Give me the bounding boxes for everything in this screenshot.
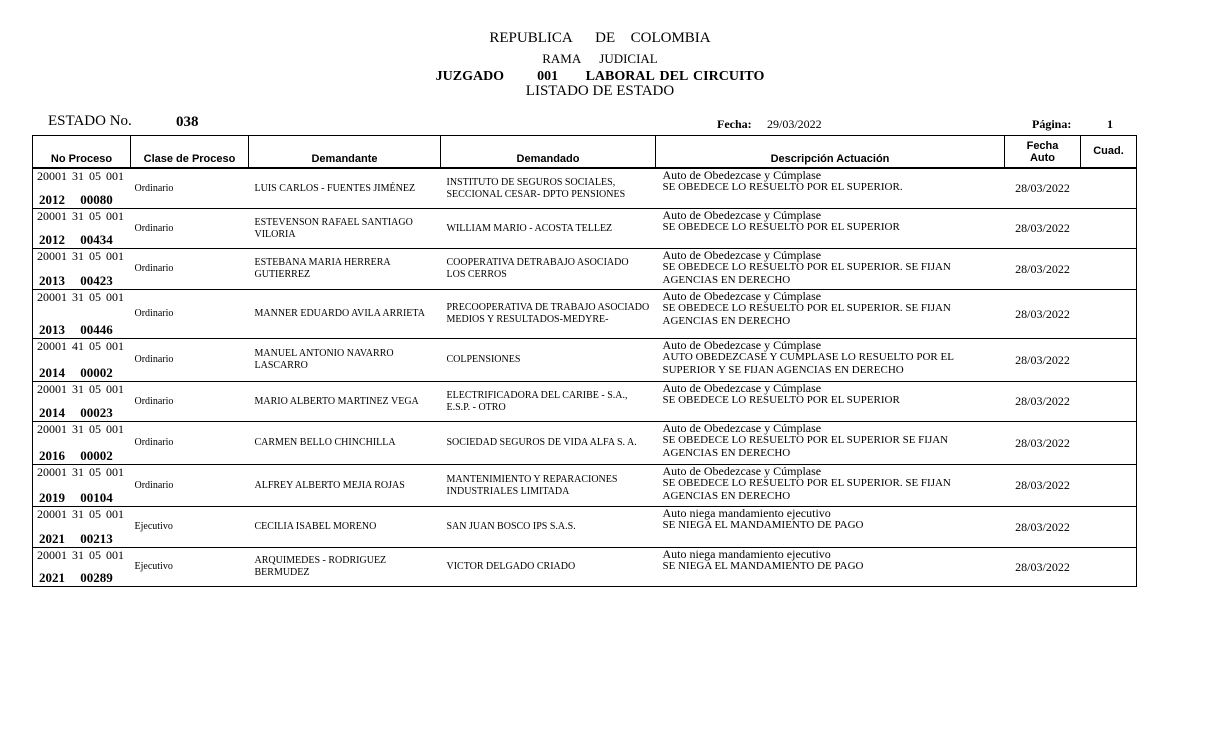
cuad-cell	[1081, 548, 1137, 587]
demandante: ESTEVENSON RAFAEL SANTIAGO VILORIA	[254, 216, 413, 240]
header-country: REPUBLICA DE COLOMBIA	[489, 30, 711, 46]
pagina-value: 1	[1107, 117, 1113, 131]
demandante: LUIS CARLOS - FUENTES JIMÉNEZ	[254, 182, 416, 194]
descripcion-titulo: Auto de Obedezcase y Cúmplase	[662, 464, 822, 478]
fecha-auto: 28/03/2022	[1015, 436, 1070, 450]
demandado: ELECTRIFICADORA DEL CARIBE - S.A., E.S.P. - OTRO	[446, 389, 628, 413]
anio-numero: 2019 00104	[39, 490, 113, 505]
proceso-cell	[33, 168, 131, 209]
anio-numero: 2012 00434	[39, 232, 113, 247]
demandado: WILLIAM MARIO - ACOSTA TELLEZ	[446, 222, 613, 234]
clase-cell	[131, 548, 249, 587]
clase-cell	[131, 465, 249, 507]
descripcion-cell	[656, 382, 1005, 422]
descripcion-titulo: Auto de Obedezcase y Cúmplase	[662, 248, 822, 262]
cuad-cell	[1081, 168, 1137, 209]
header-court: JUZGADO 001 LABORAL DEL CIRCUITO	[435, 69, 765, 84]
descripcion-titulo: Auto de Obedezcase y Cúmplase	[662, 338, 822, 352]
pagina-label: Página:	[1032, 117, 1072, 131]
demandante-cell	[249, 249, 441, 290]
descripcion-texto: SE OBEDECE LO RESUELTO POR EL SUPERIOR. SE FIJAN AGENCIAS EN DERECHO	[662, 477, 951, 502]
table-row	[33, 249, 1137, 290]
radicado: 20001 31 05 001	[37, 548, 124, 562]
descripcion-texto: SE OBEDECE LO RESUELTO POR EL SUPERIOR. SE FIJAN AGENCIAS EN DERECHO	[662, 261, 951, 286]
demandado-cell	[441, 465, 656, 507]
fecha-label: Fecha:	[717, 117, 752, 131]
clase-cell	[131, 249, 249, 290]
descripcion-titulo: Auto niega mandamiento ejecutivo	[662, 547, 831, 561]
descripcion-texto: AUTO OBEDEZCASE Y CUMPLASE LO RESUELTO POR EL SUPERIOR Y SE FIJAN AGENCIAS EN DERECHO	[662, 351, 954, 376]
radicado: 20001 31 05 001	[37, 209, 124, 223]
demandante: ARQUIMEDES - RODRIGUEZ BERMUDEZ	[254, 555, 387, 578]
demandante: MANNER EDUARDO AVILA ARRIETA	[254, 308, 425, 319]
anio-numero: 2014 00002	[39, 365, 113, 380]
proceso-cell	[33, 548, 131, 587]
clase-cell	[131, 507, 249, 548]
table-row	[33, 339, 1137, 382]
clase-proceso: Ordinario	[134, 479, 174, 491]
anio-numero: 2021 00213	[39, 531, 113, 546]
proceso-cell	[33, 507, 131, 548]
fecha-auto-cell	[1005, 290, 1081, 339]
demandado: COOPERATIVA DETRABAJO ASOCIADO LOS CERROS	[446, 257, 629, 280]
demandante-cell	[249, 290, 441, 339]
demandado: SAN JUAN BOSCO IPS S.A.S.	[446, 521, 576, 532]
descripcion-titulo: Auto de Obedezcase y Cúmplase	[662, 208, 822, 222]
demandado-cell	[441, 548, 656, 587]
anio-numero: 2013 00446	[39, 322, 113, 337]
radicado: 20001 31 05 001	[37, 249, 124, 263]
descripcion-texto: SE OBEDECE LO RESUELTO POR EL SUPERIOR. SE FIJAN AGENCIAS EN DERECHO	[662, 302, 951, 327]
descripcion-titulo: Auto de Obedezcase y Cúmplase	[662, 381, 822, 395]
clase-cell	[131, 209, 249, 249]
demandado-cell	[441, 382, 656, 422]
estado-label: ESTADO No.	[48, 113, 132, 129]
fecha-auto-cell	[1005, 249, 1081, 290]
demandante-cell	[249, 507, 441, 548]
col-header-demandante: Demandante	[249, 136, 441, 169]
demandante-cell	[249, 168, 441, 209]
radicado: 20001 31 05 001	[37, 382, 124, 396]
proceso-cell	[33, 422, 131, 465]
fecha-auto-cell	[1005, 507, 1081, 548]
descripcion-cell	[656, 209, 1005, 249]
radicado: 20001 31 05 001	[37, 507, 124, 521]
demandado-cell	[441, 507, 656, 548]
cuad-cell	[1081, 422, 1137, 465]
proceso-cell	[33, 339, 131, 382]
cuad-cell	[1081, 465, 1137, 507]
fecha-auto: 28/03/2022	[1015, 520, 1070, 534]
descripcion-titulo: Auto de Obedezcase y Cúmplase	[662, 289, 822, 303]
clase-cell	[131, 339, 249, 382]
proceso-cell	[33, 209, 131, 249]
demandado: SOCIEDAD SEGUROS DE VIDA ALFA S. A.	[446, 437, 637, 448]
anio-numero: 2014 00023	[39, 405, 113, 420]
header-doc-title: LISTADO DE ESTADO	[525, 83, 675, 99]
demandante: CARMEN BELLO CHINCHILLA	[254, 437, 396, 448]
col-header-cuad: Cuad.	[1081, 136, 1137, 169]
cuad-cell	[1081, 339, 1137, 382]
table-row	[33, 465, 1137, 507]
descripcion-texto: SE NIEGA EL MANDAMIENTO DE PAGO	[662, 560, 864, 572]
descripcion-cell	[656, 422, 1005, 465]
cuad-cell	[1081, 290, 1137, 339]
demandado-cell	[441, 339, 656, 382]
clase-proceso: Ordinario	[134, 437, 174, 448]
descripcion-titulo: Auto de Obedezcase y Cúmplase	[662, 421, 822, 435]
cuad-cell	[1081, 507, 1137, 548]
demandante: CECILIA ISABEL MORENO	[254, 521, 377, 532]
clase-proceso: Ordinario	[134, 222, 174, 234]
col-header-descripcion: Descripción Actuación	[656, 136, 1005, 169]
col-header-demandado: Demandado	[441, 136, 656, 169]
descripcion-texto: SE OBEDECE LO RESUELTO POR EL SUPERIOR	[662, 221, 900, 233]
demandante-cell	[249, 339, 441, 382]
table-row	[33, 209, 1137, 249]
anio-numero: 2016 00002	[39, 448, 113, 463]
header-branch: RAMA JUDICIAL	[542, 51, 658, 66]
col-header-no-proceso: No Proceso	[33, 136, 131, 169]
demandado-cell	[441, 168, 656, 209]
cuad-cell	[1081, 382, 1137, 422]
demandante-cell	[249, 465, 441, 507]
descripcion-titulo: Auto de Obedezcase y Cúmplase	[662, 168, 822, 182]
demandante-cell	[249, 422, 441, 465]
clase-proceso: Ordinario	[134, 263, 174, 274]
anio-numero: 2013 00423	[39, 273, 113, 288]
fecha-auto: 28/03/2022	[1015, 394, 1070, 408]
demandado-cell	[441, 422, 656, 465]
proceso-cell	[33, 249, 131, 290]
descripcion-cell	[656, 168, 1005, 209]
fecha-value: 29/03/2022	[767, 117, 822, 131]
table-row	[33, 382, 1137, 422]
table-row	[33, 290, 1137, 339]
descripcion-cell	[656, 548, 1005, 587]
proceso-cell	[33, 382, 131, 422]
demandante-cell	[249, 209, 441, 249]
col-header-fecha-auto: Fecha Auto	[1005, 136, 1081, 169]
estado-table	[32, 135, 1137, 587]
demandado-cell	[441, 209, 656, 249]
demandado: MANTENIMIENTO Y REPARACIONES INDUSTRIALES LIMITADA	[446, 473, 618, 497]
fecha-auto: 28/03/2022	[1015, 478, 1070, 492]
clase-cell	[131, 168, 249, 209]
clase-proceso: Ejecutivo	[134, 561, 173, 572]
col-header-clase: Clase de Proceso	[131, 136, 249, 169]
table-row	[33, 168, 1137, 209]
descripcion-cell	[656, 339, 1005, 382]
estado-number: 038	[176, 114, 199, 130]
descripcion-cell	[656, 290, 1005, 339]
demandante-cell	[249, 548, 441, 587]
clase-proceso: Ejecutivo	[134, 521, 173, 532]
fecha-auto: 28/03/2022	[1015, 221, 1070, 235]
descripcion-texto: SE OBEDECE LO RESUELTO POR EL SUPERIOR	[662, 394, 900, 406]
fecha-auto-cell	[1005, 168, 1081, 209]
descripcion-cell	[656, 249, 1005, 290]
fecha-auto-cell	[1005, 422, 1081, 465]
radicado: 20001 41 05 001	[37, 339, 124, 353]
proceso-cell	[33, 465, 131, 507]
radicado: 20001 31 05 001	[37, 290, 124, 304]
cuad-cell	[1081, 209, 1137, 249]
cuad-cell	[1081, 249, 1137, 290]
descripcion-titulo: Auto niega mandamiento ejecutivo	[662, 506, 831, 520]
radicado: 20001 31 05 001	[37, 465, 124, 479]
radicado: 20001 31 05 001	[37, 169, 124, 183]
clase-proceso: Ordinario	[134, 182, 174, 194]
table-body	[33, 168, 1137, 587]
proceso-cell	[33, 290, 131, 339]
descripcion-texto: SE OBEDECE LO RESUELTO POR EL SUPERIOR SE FIJAN AGENCIAS EN DERECHO	[662, 434, 949, 459]
clase-proceso: Ordinario	[134, 395, 174, 407]
demandado: COLPENSIONES	[446, 354, 521, 365]
clase-cell	[131, 290, 249, 339]
table-row	[33, 507, 1137, 548]
clase-proceso: Ordinario	[134, 354, 174, 365]
clase-cell	[131, 422, 249, 465]
fecha-auto: 28/03/2022	[1015, 353, 1070, 367]
demandante-cell	[249, 382, 441, 422]
demandado: INSTITUTO DE SEGUROS SOCIALES, SECCIONAL CESAR- DPTO PENSIONES	[446, 176, 626, 200]
table-row	[33, 422, 1137, 465]
radicado: 20001 31 05 001	[37, 422, 124, 436]
fecha-auto-cell	[1005, 209, 1081, 249]
fecha-auto-cell	[1005, 382, 1081, 422]
demandante: MARIO ALBERTO MARTINEZ VEGA	[254, 395, 419, 407]
fecha-auto: 28/03/2022	[1015, 307, 1070, 321]
demandado-cell	[441, 249, 656, 290]
table-header-row	[33, 136, 1137, 169]
fecha-auto-cell	[1005, 548, 1081, 587]
fecha-auto: 28/03/2022	[1015, 262, 1070, 276]
anio-numero: 2021 00289	[39, 570, 113, 585]
demandado: PRECOOPERATIVA DE TRABAJO ASOCIADO MEDIOS Y RESULTADOS-MEDYRE-	[446, 302, 650, 325]
clase-proceso: Ordinario	[134, 308, 174, 319]
fecha-auto-cell	[1005, 465, 1081, 507]
fecha-auto: 28/03/2022	[1015, 181, 1070, 195]
fecha-auto-cell	[1005, 339, 1081, 382]
descripcion-cell	[656, 507, 1005, 548]
anio-numero: 2012 00080	[39, 192, 113, 207]
demandante: ALFREY ALBERTO MEJIA ROJAS	[254, 479, 405, 491]
descripcion-texto: SE OBEDECE LO RESUELTO POR EL SUPERIOR.	[662, 181, 903, 193]
table-row	[33, 548, 1137, 587]
demandante: ESTEBANA MARIA HERRERA GUTIERREZ	[254, 257, 391, 280]
demandado-cell	[441, 290, 656, 339]
demandado: VICTOR DELGADO CRIADO	[446, 561, 576, 572]
descripcion-texto: SE NIEGA EL MANDAMIENTO DE PAGO	[662, 519, 864, 531]
descripcion-cell	[656, 465, 1005, 507]
clase-cell	[131, 382, 249, 422]
demandante: MANUEL ANTONIO NAVARRO LASCARRO	[254, 348, 394, 371]
fecha-auto: 28/03/2022	[1015, 560, 1070, 574]
